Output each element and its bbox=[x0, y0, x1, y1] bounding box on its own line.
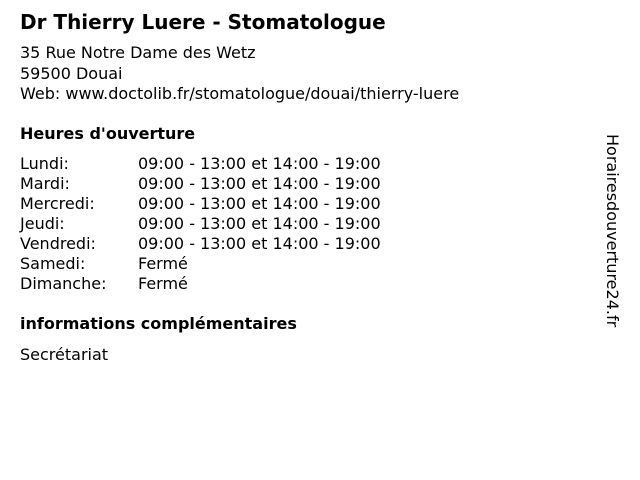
address-city: 59500 Douai bbox=[20, 64, 123, 83]
day-hours: 09:00 - 13:00 et 14:00 - 19:00 bbox=[138, 154, 381, 173]
hours-heading: Heures d'ouverture bbox=[20, 124, 196, 143]
site-watermark: Horairesdouverture24.fr bbox=[603, 134, 622, 328]
day-label: Vendredi: bbox=[20, 234, 96, 253]
info-text: Secrétariat bbox=[20, 345, 109, 364]
website-link[interactable]: Web: www.doctolib.fr/stomatologue/douai/thierry-luere bbox=[20, 84, 460, 103]
day-label: Samedi: bbox=[20, 254, 86, 273]
page-title: Dr Thierry Luere - Stomatologue bbox=[20, 10, 386, 34]
day-hours: 09:00 - 13:00 et 14:00 - 19:00 bbox=[138, 214, 381, 233]
day-hours: 09:00 - 13:00 et 14:00 - 19:00 bbox=[138, 194, 381, 213]
day-label: Mercredi: bbox=[20, 194, 95, 213]
day-label: Mardi: bbox=[20, 174, 70, 193]
address-street: 35 Rue Notre Dame des Wetz bbox=[20, 43, 256, 62]
day-label: Lundi: bbox=[20, 154, 69, 173]
day-hours: Fermé bbox=[138, 274, 188, 293]
day-label: Jeudi: bbox=[20, 214, 65, 233]
day-hours: 09:00 - 13:00 et 14:00 - 19:00 bbox=[138, 234, 381, 253]
day-hours: Fermé bbox=[138, 254, 188, 273]
day-label: Dimanche: bbox=[20, 274, 107, 293]
day-hours: 09:00 - 13:00 et 14:00 - 19:00 bbox=[138, 174, 381, 193]
info-heading: informations complémentaires bbox=[20, 314, 297, 333]
